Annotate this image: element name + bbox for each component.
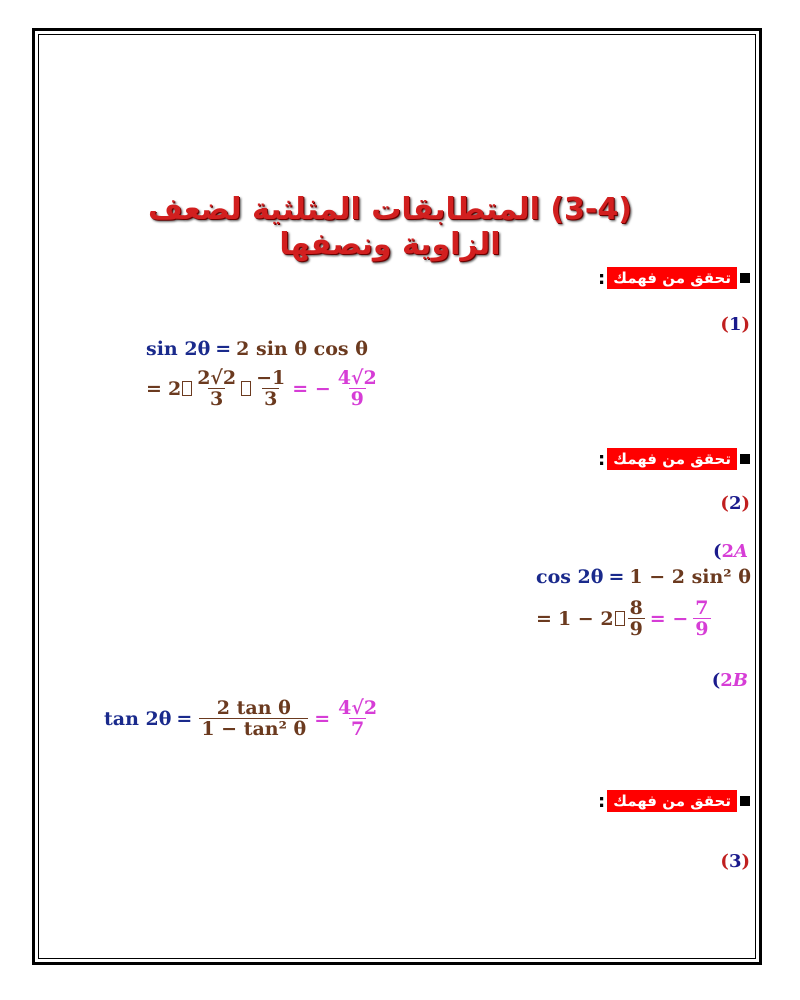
- equation-3: cos 2θ = 1 − 2 sin² θ: [536, 566, 751, 588]
- placeholder-box-icon: [241, 381, 251, 396]
- check-understanding-2: تحقق من فهمك :: [598, 447, 750, 471]
- bullet-square-icon: [740, 454, 750, 464]
- check-label: تحقق من فهمك: [607, 790, 737, 812]
- subsection-2a: (2A: [712, 541, 748, 562]
- check-understanding-1: تحقق من فهمك :: [598, 266, 750, 290]
- bullet-square-icon: [740, 273, 750, 283]
- check-label: تحقق من فهمك: [607, 267, 737, 289]
- check-understanding-3: تحقق من فهمك :: [598, 789, 750, 813]
- lesson-title: (3-4) المتطابقات المثلثية لضعف الزاوية ونصفها: [148, 192, 632, 262]
- check-label: تحقق من فهمك: [607, 448, 737, 470]
- section-number-3: (3): [720, 851, 750, 872]
- placeholder-box-icon: [182, 381, 192, 396]
- equation-4: = 1 − 2 $\frac{8}{9}$ = − $\frac{7}{9}$: [536, 597, 709, 640]
- placeholder-box-icon: [615, 611, 625, 626]
- bullet-square-icon: [740, 796, 750, 806]
- equation-1: sin 2θ = 2 sin θ cos θ: [146, 338, 368, 360]
- subsection-2b: (2B: [711, 670, 748, 691]
- page-border-inner: [38, 34, 756, 959]
- equation-2: = 2 $\frac{2√2}{3}$ $\frac{-1}{3}$ = − $\frac{4√2}{9}$: [146, 367, 377, 410]
- equation-5: tan 2θ = $\frac{\text{2 tan θ}}{\text{1 − tan² θ}}$ = $\frac{4√2}{7}$: [104, 697, 378, 740]
- section-number-2: (2): [720, 493, 750, 514]
- section-number-1: (1): [720, 314, 750, 335]
